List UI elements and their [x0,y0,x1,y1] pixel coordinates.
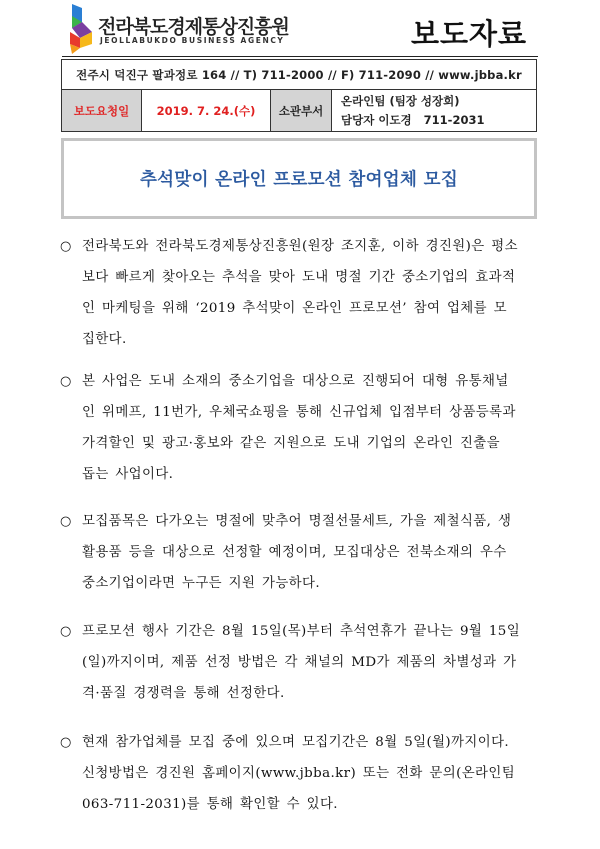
org-name: 전라북도경제통상진흥원 [98,16,289,38]
bullet-circle-icon: ○ [60,735,72,750]
paragraph-line: 가격할인 및 광고·홍보와 같은 지원으로 도내 기업의 온라인 진출을 [82,436,500,451]
paragraph-line: 활용품 등을 대상으로 선정할 예정이며, 모집대상은 전북소재의 우수 [82,545,507,560]
paragraph-line: 중소기업이라면 누구든 지원 가능하다. [82,576,320,591]
department-team: 온라인팀 (팀장 성장희) [341,93,460,108]
release-date-label: 보도요청일 [62,90,142,132]
release-info-row [62,90,537,132]
paragraph-line: 063-711-2031)를 통해 확인할 수 있다. [82,797,338,812]
paragraph-line: 보다 빠르게 찾아오는 추석을 맞아 도내 명절 기간 중소기업의 효과적 [82,270,516,285]
department-label: 소관부서 [271,90,332,132]
paragraph-line: 현재 참가업체를 모집 중에 있으며 모집기간은 8월 5일(월)까지이다. [82,735,510,750]
paragraph-5 [60,727,540,820]
paragraph-line: 인 위메프, 11번가, 우체국쇼핑을 통해 신규업체 입점부터 상품등록과 [82,405,516,420]
paragraph-2 [60,366,540,490]
document-type-title: 보도자료 [411,17,528,51]
paragraph-line: 모집품목은 다가오는 명절에 맞추어 명절선물세트, 가을 제철식품, 생 [82,514,512,529]
bullet-circle-icon: ○ [60,374,72,389]
paragraph-line: 프로모션 행사 기간은 8월 15일(목)부터 추석연휴가 끝나는 9월 15일 [82,624,521,639]
headline-box [61,138,537,219]
press-info-table [61,59,537,132]
paragraph-line: 본 사업은 도내 소재의 중소기업을 대상으로 진행되어 대형 유통채널 [82,374,509,389]
paragraph-3 [60,506,540,599]
paragraph-line: (일)까지이며, 제품 선정 방법은 각 채널의 MD가 제품의 차별성과 가 [82,655,517,670]
bullet-circle-icon: ○ [60,239,72,254]
department-contact: 담당자 이도경 711-2031 [341,112,485,127]
org-name-english: JEOLLABUKDO BUSINESS AGENCY [100,36,285,45]
headline: 추석맞이 온라인 프로모션 참여업체 모집 [139,170,459,190]
paragraph-line: 집한다. [82,332,127,347]
paragraph-line: 인 마케팅을 위해 ‘2019 추석맞이 온라인 프로모션’ 참여 업체를 모 [82,301,507,316]
paragraph-line: 돕는 사업이다. [82,467,174,482]
header-divider [62,56,538,57]
paragraph-1 [60,231,540,355]
jbba-logo-icon [66,4,96,54]
contact-line: 전주시 덕진구 팔과정로 164 // T) 711-2000 // F) 711-2090 // www.jbba.kr [62,60,537,90]
bullet-circle-icon: ○ [60,624,72,639]
release-date-value: 2019. 7. 24.(수) [142,90,271,132]
bullet-circle-icon: ○ [60,514,72,529]
paragraph-line: 신청방법은 경진원 홈페이지(www.jbba.kr) 또는 전화 문의(온라인팀 [82,766,516,781]
paragraph-4 [60,616,540,709]
contact-row [62,60,537,90]
paragraph-line: 격·품질 경쟁력을 통해 선정한다. [82,686,285,701]
paragraph-line: 전라북도와 전라북도경제통상진흥원(원장 조지훈, 이하 경진원)은 평소 [82,239,518,254]
department-info [332,90,537,132]
